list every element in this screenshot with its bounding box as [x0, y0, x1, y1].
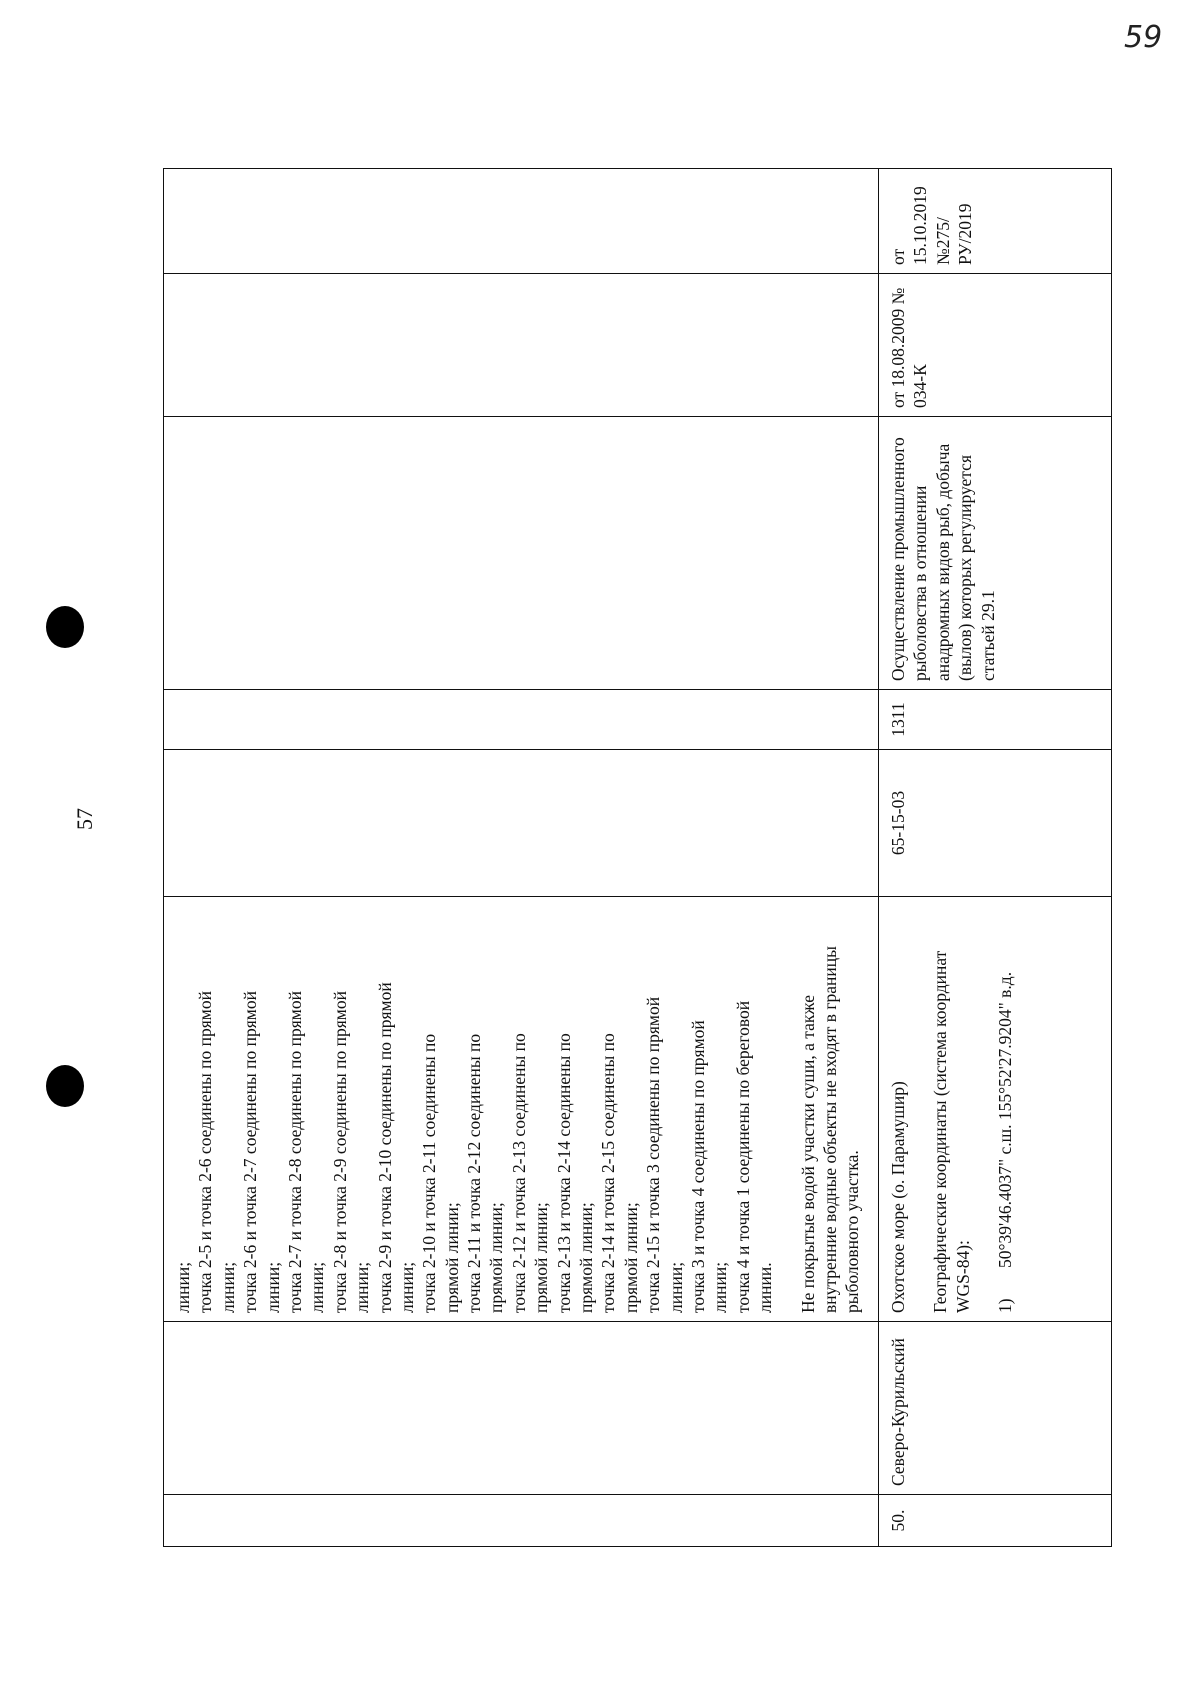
boundary-line: прямой линии; [576, 1202, 597, 1313]
cell-number [164, 1495, 879, 1547]
boundary-line: точка 2-15 и точка 3 соединены по прямой [643, 996, 664, 1313]
boundary-line: линии; [352, 1261, 373, 1313]
boundary-line: точка 2-8 и точка 2-9 соединены по прямой [329, 991, 350, 1313]
boundary-line: линии; [173, 1261, 193, 1313]
site-area: 1311 [879, 690, 1112, 750]
coordinate-1-index: 1) [995, 1298, 1016, 1313]
boundary-line: точка 2-11 и точка 2-12 соединены по [464, 1033, 485, 1313]
boundary-line: точка 2-14 и точка 2-15 соединены по [598, 1033, 619, 1313]
punch-hole-top [46, 606, 84, 648]
row-number: 50. [879, 1495, 1112, 1547]
boundary-line: точка 4 и точка 1 соединены по береговой [732, 1000, 753, 1313]
usage-type: Осуществление промышленного рыболовства в отношении анадромных видов рыб, добыча (вылов) которых регулируется статьей 29.1 [879, 417, 1112, 690]
boundary-line: прямой линии; [620, 1202, 641, 1313]
punch-hole-bottom [46, 1065, 84, 1107]
boundary-line: точка 2-6 и точка 2-7 соединены по прямой [240, 991, 261, 1313]
site-code: 65-15-03 [879, 750, 1112, 897]
fishing-sites-table [163, 168, 1112, 1547]
boundary-line: линии. [755, 1262, 776, 1313]
boundary-line: точка 3 и точка 4 соединены по прямой [687, 1020, 708, 1313]
cell-agreement [164, 274, 879, 417]
boundary-line: прямой линии; [441, 1202, 462, 1313]
boundary-line: точка 2-5 и точка 2-6 соединены по прямой [195, 991, 216, 1313]
site-name: Северо-Курильский [879, 1322, 1112, 1495]
boundary-line: линии; [262, 1261, 283, 1313]
boundary-line: прямой линии; [486, 1202, 507, 1313]
cell-usage [164, 417, 879, 690]
cell-registration [164, 169, 879, 274]
boundary-line: прямой линии; [531, 1202, 552, 1313]
cell-boundary-description [164, 897, 879, 1322]
registration-info: от 15.10.2019 №275/РУ/2019 [879, 169, 1112, 274]
cell-area [164, 690, 879, 750]
boundary-line: точка 2-9 и точка 2-10 соединены по прямой [374, 982, 395, 1313]
handwritten-page-number: 59 [1124, 20, 1163, 55]
boundary-line: точка 2-7 и точка 2-8 соединены по прямой [284, 991, 305, 1313]
agreement-info: от 18.08.2009 № 034-К [879, 274, 1112, 417]
cell-code [164, 750, 879, 897]
table-row-continuation [164, 169, 879, 1547]
boundary-line: точка 2-13 и точка 2-14 соединены по [553, 1033, 574, 1313]
coordinates-header: Географические координаты (система координат WGS-84): [930, 950, 973, 1313]
rotated-table-container [163, 169, 1093, 1547]
sea-name: Охотское море (о. Парамушир) [888, 1081, 908, 1313]
table-row-50 [879, 169, 1112, 1547]
boundary-line: точка 2-12 и точка 2-13 соединены по [508, 1033, 529, 1313]
boundary-lines [172, 905, 777, 1313]
coordinate-1-value: 50°39'46.4037" с.ш. 155°52'27.9204" в.д. [995, 971, 1016, 1269]
site-description [879, 897, 1112, 1322]
coordinate-1 [994, 905, 1016, 1313]
cell-name [164, 1322, 879, 1495]
exclusion-note: Не покрытые водой участки суши, а также внутренние водные объекты не входят в границы рыболовного участка. [797, 946, 863, 1313]
boundary-line: линии; [665, 1261, 686, 1313]
boundary-line: линии; [217, 1261, 238, 1313]
boundary-line: линии; [396, 1261, 417, 1313]
boundary-line: точка 2-10 и точка 2-11 соединены по [419, 1033, 440, 1313]
boundary-line: линии; [307, 1261, 328, 1313]
boundary-line: линии; [710, 1261, 731, 1313]
printed-page-number: 57 [72, 808, 97, 830]
